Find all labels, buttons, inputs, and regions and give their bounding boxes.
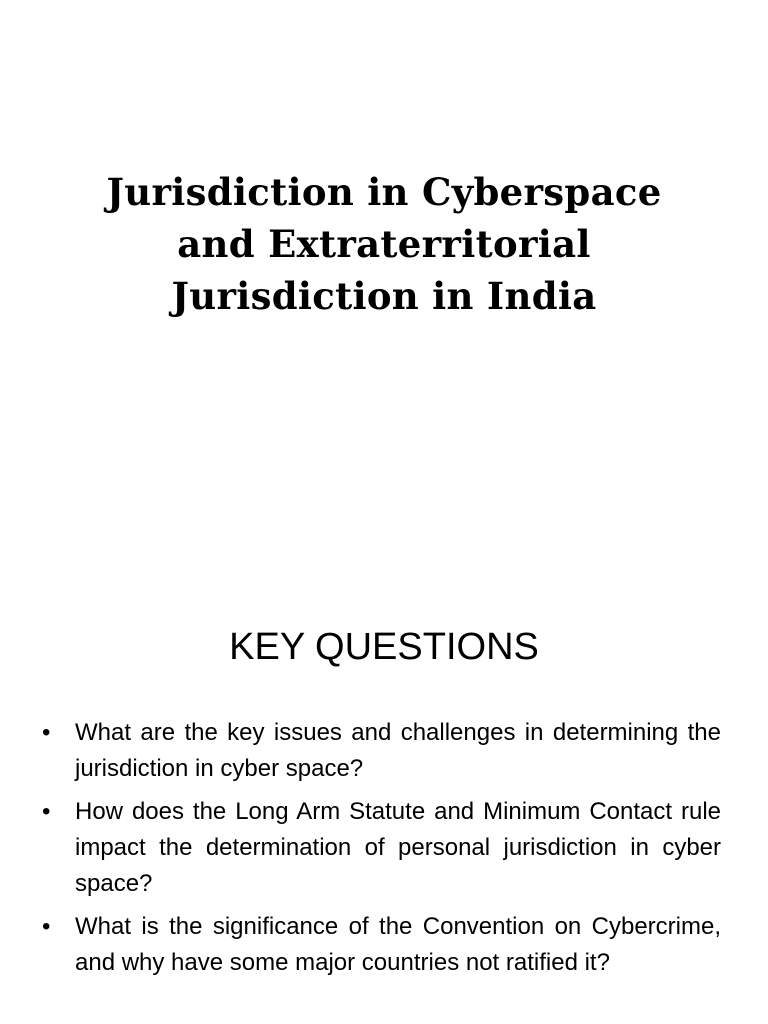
- bullet-icon: •: [42, 913, 51, 940]
- title-line: and Extraterritorial: [177, 222, 591, 266]
- question-text: What are the key issues and challenges in determining the jurisdiction in cyber space?: [75, 719, 721, 782]
- question-list: [40, 715, 721, 988]
- list-item: [40, 909, 721, 981]
- list-item: [40, 794, 721, 902]
- question-text: How does the Long Arm Statute and Minimum Contact rule impact the determination of personal jurisdiction in cyber space?: [75, 798, 721, 897]
- list-item: [40, 715, 721, 787]
- bullet-icon: •: [42, 798, 51, 825]
- title-line: Jurisdiction in Cyberspace: [106, 170, 662, 214]
- question-text: What is the significance of the Convention on Cybercrime, and why have some major countries not ratified it?: [75, 913, 721, 976]
- key-questions-heading: KEY QUESTIONS: [229, 626, 539, 668]
- title-line: Jurisdiction in India: [171, 274, 597, 318]
- slide-title: [40, 166, 728, 322]
- bullet-icon: •: [42, 719, 51, 746]
- key-questions-slide: [0, 576, 768, 1024]
